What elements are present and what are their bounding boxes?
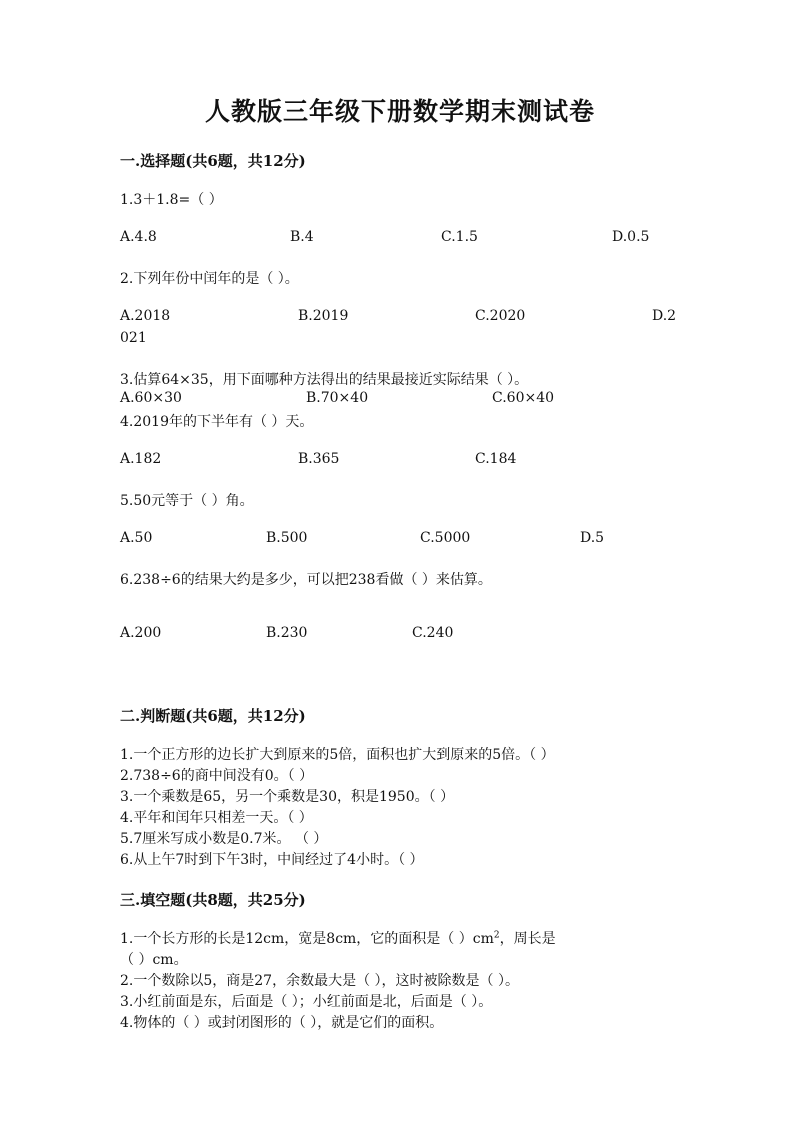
question-3: 3.估算64×35，用下面哪种方法得出的结果最接近实际结果（ ）。 <box>120 372 529 388</box>
fill-item-3: 3.小红前面是东，后面是（ ）；小红前面是北，后面是（ ）。 <box>120 994 493 1010</box>
q4-option-b: B.365 <box>298 451 340 467</box>
section-heading-fill: 三.填空题(共8题，共25分) <box>120 891 306 909</box>
q5-option-c: C.5000 <box>420 530 471 546</box>
fill-item-1-part1: 1.一个长方形的长是12cm，宽是8cm，它的面积是（ ）cm <box>120 931 494 947</box>
question-5: 5.50元等于（ ）角。 <box>120 493 254 509</box>
q1-option-c: C.1.5 <box>441 229 478 245</box>
q5-option-d: D.5 <box>580 530 605 546</box>
q3-option-a: A.60×30 <box>120 390 182 406</box>
judge-item-2: 2.738÷6的商中间没有0。（ ） <box>120 768 314 784</box>
page-title: 人教版三年级下册数学期末测试卷 <box>204 97 595 126</box>
question-2: 2.下列年份中闰年的是（ ）。 <box>120 271 299 287</box>
q2-option-a: A.2018 <box>120 308 171 324</box>
q5-option-a: A.50 <box>120 530 153 546</box>
question-6: 6.238÷6的结果大约是多少，可以把238看做（ ）来估算。 <box>120 572 492 588</box>
fill-item-2: 2.一个数除以5，商是27，余数最大是（ ），这时被除数是（ ）。 <box>120 973 519 989</box>
q5-option-b: B.500 <box>266 530 308 546</box>
fill-item-1-wrap: （ ）cm。 <box>120 952 188 968</box>
q1-option-a: A.4.8 <box>120 229 157 245</box>
judge-item-1: 1.一个正方形的边长扩大到原来的5倍，面积也扩大到原来的5倍。（ ） <box>120 747 555 763</box>
q2-option-d-wrap: 021 <box>120 330 147 346</box>
q1-option-d: D.0.5 <box>612 229 650 245</box>
squared-superscript: 2 <box>493 930 500 941</box>
q6-option-a: A.200 <box>120 625 162 641</box>
q4-option-c: C.184 <box>475 451 517 467</box>
fill-item-4: 4.物体的（ ）或封闭图形的（ ），就是它们的面积。 <box>120 1015 444 1031</box>
judge-item-3: 3.一个乘数是65，另一个乘数是30，积是1950。（ ） <box>120 789 455 805</box>
fill-item-1-part2: ，周长是 <box>499 931 556 947</box>
q1-option-b: B.4 <box>290 229 314 245</box>
section-heading-choice: 一.选择题(共6题，共12分) <box>120 152 306 170</box>
q2-option-c: C.2020 <box>475 308 526 324</box>
question-1: 1.3＋1.8=（ ） <box>120 192 223 208</box>
q3-option-c: C.60×40 <box>492 390 555 406</box>
q3-option-b: B.70×40 <box>306 390 369 406</box>
q6-option-b: B.230 <box>266 625 308 641</box>
section-heading-judge: 二.判断题(共6题，共12分) <box>120 707 306 725</box>
judge-item-4: 4.平年和闰年只相差一天。（ ） <box>120 810 313 826</box>
q4-option-a: A.182 <box>120 451 162 467</box>
q2-option-d: D.2 <box>652 308 677 324</box>
question-4: 4.2019年的下半年有（ ）天。 <box>120 414 314 430</box>
judge-item-6: 6.从上午7时到下午3时，中间经过了4小时。（ ） <box>120 852 424 868</box>
fill-item-1 <box>120 928 556 948</box>
q2-option-b: B.2019 <box>298 308 349 324</box>
q6-option-c: C.240 <box>412 625 454 641</box>
judge-item-5: 5.7厘米写成小数是0.7米。 （ ） <box>120 831 328 847</box>
